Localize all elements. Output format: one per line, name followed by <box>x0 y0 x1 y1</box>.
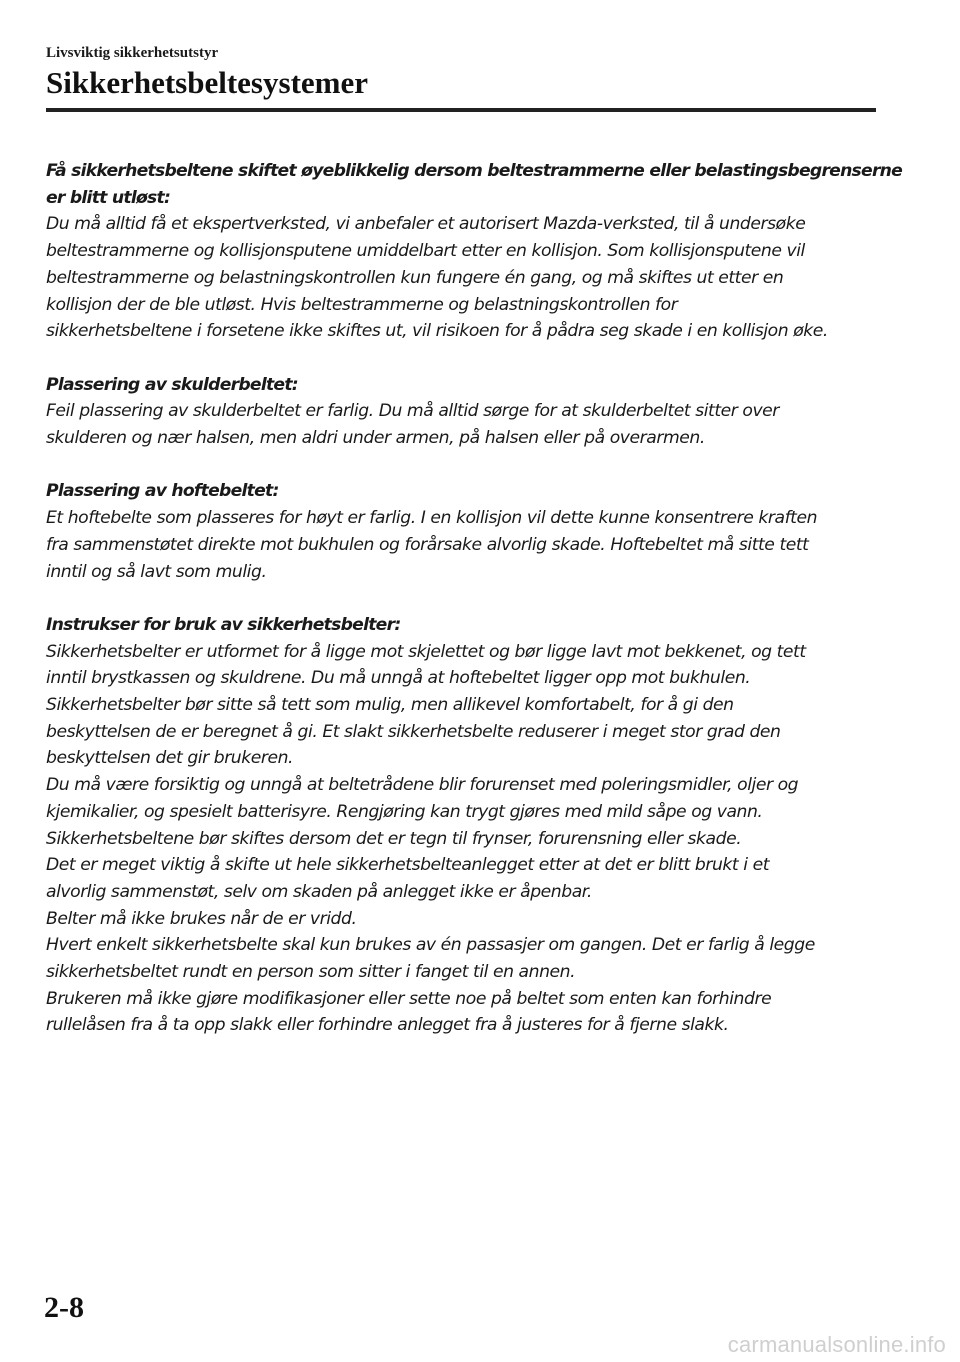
title-divider <box>46 108 876 112</box>
page-title: Sikkerhetsbeltesystemer <box>46 65 368 100</box>
body-line: skulderen og nær halsen, men aldri under armen, på halsen eller på overarmen. <box>46 428 705 449</box>
body-line: Belter må ikke brukes når de er vridd. <box>46 908 357 929</box>
watermark: carmanualsonline.info <box>727 1332 946 1357</box>
body-line: inntil og så lavt som mulig. <box>46 561 267 582</box>
heading-line: Plassering av skulderbeltet: <box>46 374 298 395</box>
heading-line: Få sikkerhetsbeltene skiftet øyeblikkelig dersom beltestrammerne eller belastingsbegrenserne <box>46 161 903 181</box>
block-heading <box>46 158 903 211</box>
body-line: alvorlig sammenstøt, selv om skaden på anlegget ikke er åpenbar. <box>46 881 592 902</box>
body-line: Sikkerhetsbeltene bør skiftes dersom det er tegn til frynser, forurensning eller skade. <box>46 828 742 849</box>
heading-line: Instrukser for bruk av sikkerhetsbelter: <box>46 614 401 635</box>
heading-line: er blitt utløst: <box>46 187 171 208</box>
body-line: sikkerhetsbeltene i forsetene ikke skiftes ut, vil risikoen for å pådra seg skade i en kollisjon øke. <box>46 321 828 342</box>
body-line: Brukeren må ikke gjøre modifikasjoner eller sette noe på beltet som enten kan forhindre <box>46 988 772 1009</box>
body-line: rullelåsen fra å ta opp slakk eller forhindre anlegget fra å justeres for å fjerne slakk. <box>46 1015 729 1036</box>
block-heading <box>46 372 882 399</box>
body-line: sikkerhetsbeltet rundt en person som sitter i fanget til en annen. <box>46 962 576 983</box>
warning-block-shoulder-belt <box>46 372 882 452</box>
block-heading <box>46 612 882 639</box>
body-line: Feil plassering av skulderbeltet er farlig. Du må alltid sørge for at skulderbeltet sitter over <box>46 401 779 422</box>
warning-block-pretensioner <box>46 158 903 345</box>
body-line: beltestrammerne og kollisjonsputene umiddelbart etter en kollisjon. Som kollisjonsputene vil <box>46 241 805 262</box>
body-line: Hvert enkelt sikkerhetsbelte skal kun brukes av én passasjer om gangen. Det er farlig å legge <box>46 935 815 956</box>
body-line: Sikkerhetsbelter er utformet for å ligge mot skjelettet og bør ligge lavt mot bekkenet, og tett <box>46 641 806 662</box>
body-line: Du må være forsiktig og unngå at beltetrådene blir forurenset med poleringsmidler, oljer og <box>46 775 799 796</box>
section-label: Livsviktig sikkerhetsutstyr <box>46 45 219 61</box>
body-line: beltestrammerne og belastningskontrollen kun fungere én gang, og må skiftes ut etter en <box>46 267 784 288</box>
warning-content <box>46 158 903 1066</box>
body-line: fra sammenstøtet direkte mot bukhulen og forårsake alvorlig skade. Hoftebeltet må sitte tett <box>46 534 809 555</box>
body-line: Et hoftebelte som plasseres for høyt er farlig. I en kollisjon vil dette kunne konsentrere kraften <box>46 508 818 529</box>
body-line: Sikkerhetsbelter bør sitte så tett som mulig, men allikevel komfortabelt, for å gi den <box>46 695 734 716</box>
block-heading <box>46 478 882 505</box>
body-line: inntil brystkassen og skuldrene. Du må unngå at hoftebeltet ligger opp mot bukhulen. <box>46 668 751 689</box>
page-number: 2-8 <box>44 1291 84 1324</box>
page-header <box>46 44 876 102</box>
warning-block-instructions <box>46 612 882 1039</box>
body-line: beskyttelsen de er beregnet å gi. Et slakt sikkerhetsbelte reduserer i meget stor grad den <box>46 721 781 742</box>
body-line: kollisjon der de ble utløst. Hvis beltestrammerne og belastningskontrollen for <box>46 294 678 315</box>
heading-line: Plassering av hoftebeltet: <box>46 481 279 502</box>
body-line: Det er meget viktig å skifte ut hele sikkerhetsbelteanlegget etter at det er blitt brukt i et <box>46 855 769 876</box>
warning-block-lap-belt <box>46 478 882 585</box>
body-line: beskyttelsen det gir brukeren. <box>46 748 294 769</box>
body-line: Du må alltid få et ekspertverksted, vi anbefaler et autorisert Mazda-verksted, til å undersøke <box>46 214 806 235</box>
body-line: kjemikalier, og spesielt batterisyre. Rengjøring kan trygt gjøres med mild såpe og vann. <box>46 801 763 822</box>
